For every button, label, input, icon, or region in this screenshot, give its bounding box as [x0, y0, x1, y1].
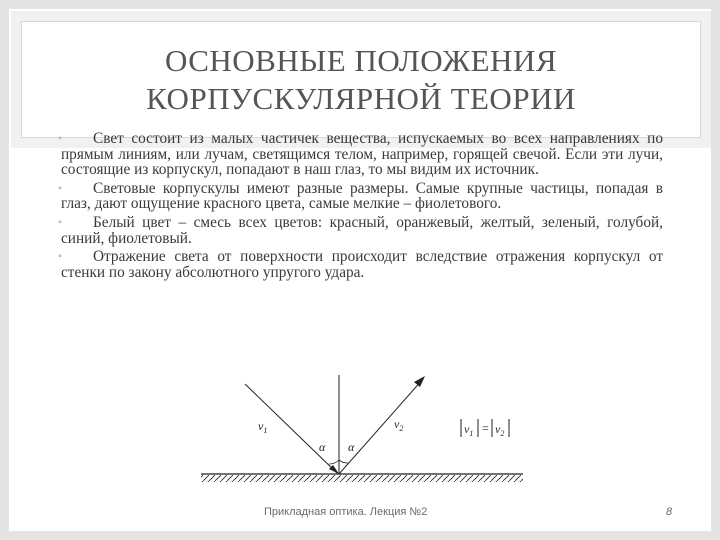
- v1-label: $v_1$: [258, 419, 268, 435]
- title-box: [21, 21, 701, 138]
- surface-hatching: [201, 475, 523, 482]
- bullet-icon: •: [58, 249, 63, 264]
- slide-title-line-1: ОСНОВНЫЕ ПОЛОЖЕНИЯ: [164, 42, 558, 78]
- bullet-text: Отражение света от поверхности происходит вследствие отражения корпускул от стенки по закону абсолютного упругого удара.: [61, 248, 663, 281]
- v2-label: $v_2$: [394, 417, 404, 433]
- bullet-list: [58, 130, 663, 283]
- reflection-diagram: [191, 361, 541, 486]
- bullet-text: Свет состоит из малых частичек вещества, испускаемых во всех направлениях по прямым линиям, или лучам, светящимся телом, например, горящей свечой. Если эти лучи, состоящие из корпускул, попадают в наш глаз, то мы видим их источник.: [61, 130, 663, 179]
- bullet-icon: •: [58, 180, 63, 195]
- svg-text:v2: $v_2$: [495, 422, 505, 438]
- svg-text:=: =: [482, 421, 489, 435]
- reflected-arrowhead: [414, 376, 425, 387]
- reflected-ray: [339, 379, 423, 474]
- slide-number: 8: [666, 506, 673, 518]
- bullet-item: [58, 179, 663, 213]
- alpha-right-label: α: [348, 440, 355, 454]
- bullet-item: [58, 248, 663, 281]
- bullet-text: Белый цвет – смесь всех цветов: красный, оранжевый, желтый, зеленый, голубой, синий, фиолетовый.: [61, 213, 663, 247]
- slide-title-line-2: КОРПУСКУЛЯРНОЙ ТЕОРИИ: [146, 80, 576, 116]
- bullet-icon: •: [58, 214, 63, 229]
- speed-equation: [461, 419, 509, 438]
- angle-arc-left: [329, 460, 339, 464]
- footer: [0, 506, 720, 522]
- angle-arc-right: [339, 460, 348, 463]
- svg-text:v1: $v_1$: [464, 422, 474, 438]
- footer-text: Прикладная оптика. Лекция №2: [264, 506, 428, 518]
- bullet-text: Световые корпускулы имеют разные размеры. Самые крупные частицы, попадая в глаз, дают ощущение красного цвета, самые мелкие – фиолетового.: [61, 179, 663, 213]
- bullet-item: [58, 130, 663, 179]
- bullet-item: [58, 213, 663, 247]
- alpha-left-label: α: [319, 440, 326, 454]
- bullet-icon: •: [58, 131, 63, 145]
